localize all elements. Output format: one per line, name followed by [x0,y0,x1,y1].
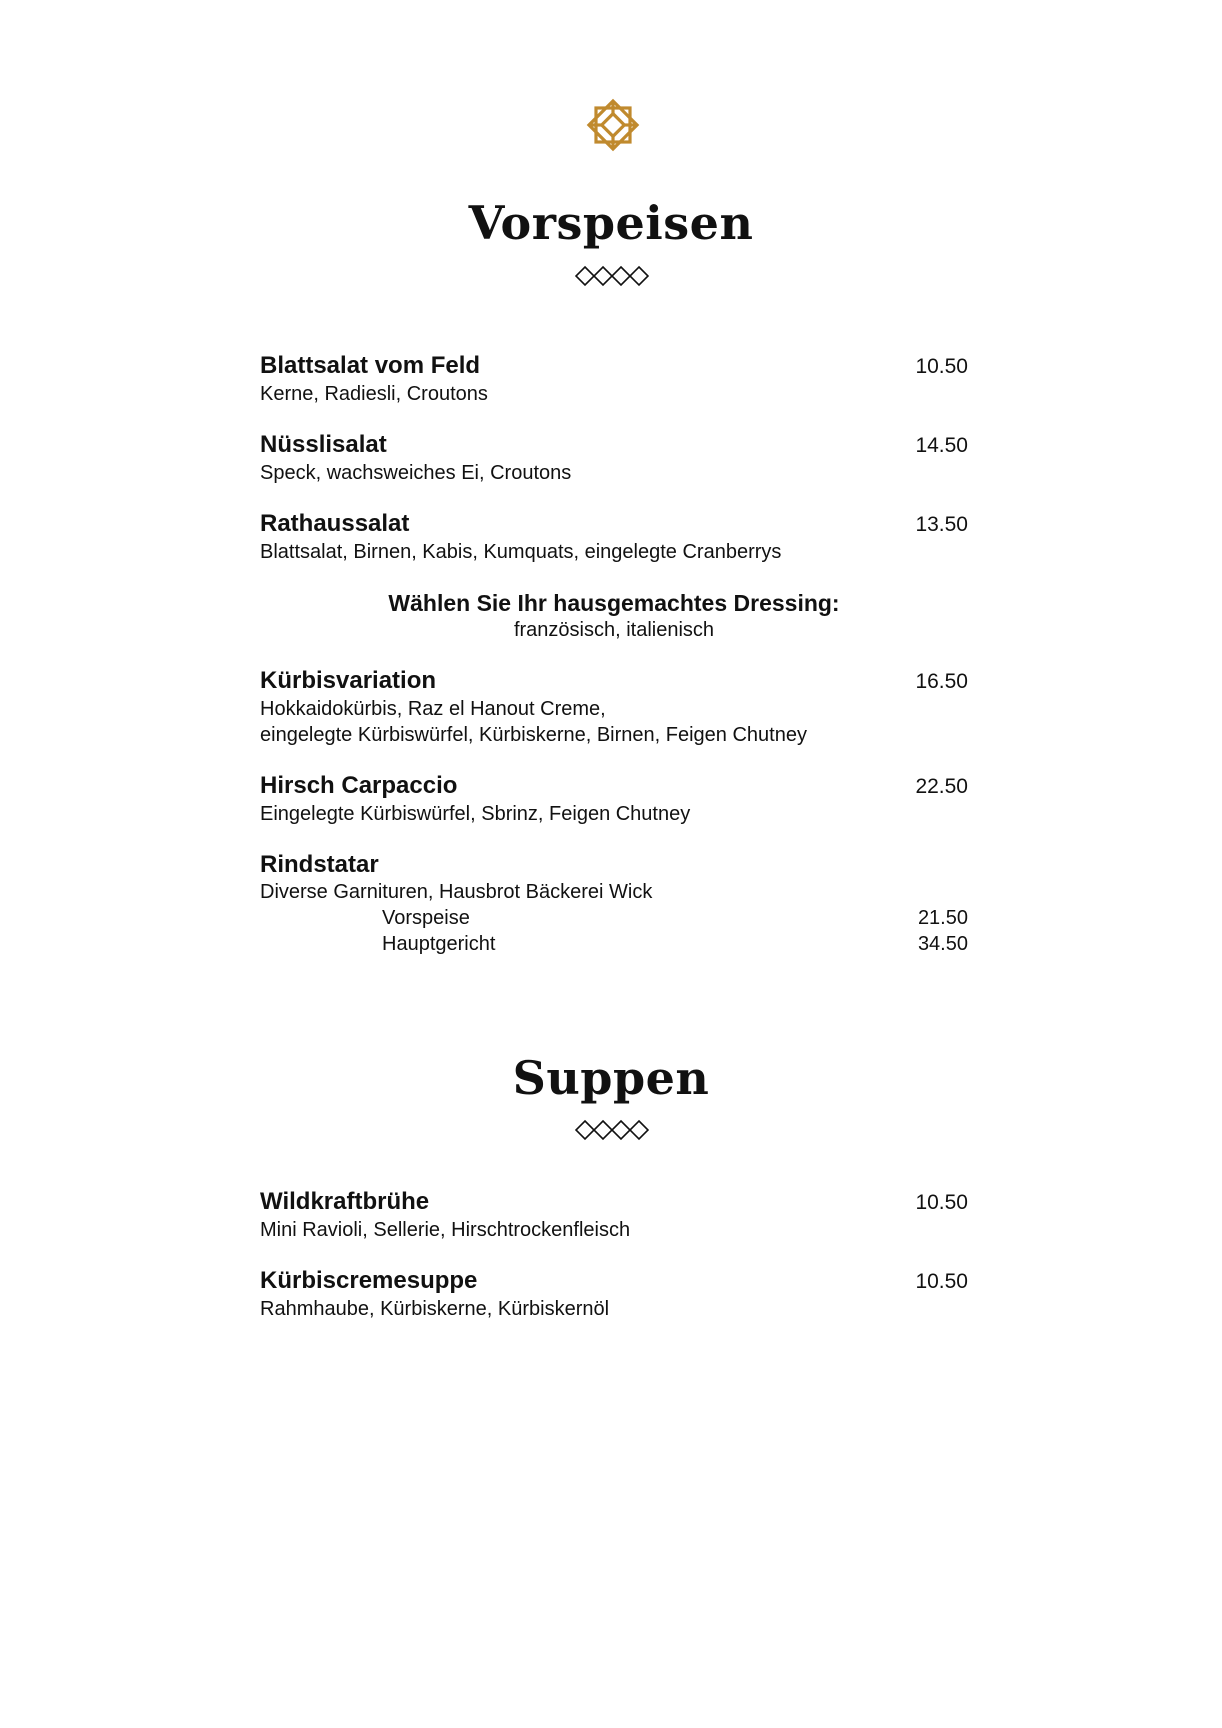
item-price: 16.50 [915,670,968,693]
suppen-list [260,1188,968,1322]
section-title-vorspeisen: Vorspeisen [468,196,754,250]
item-description: eingelegte Kürbiswürfel, Kürbiskerne, Birnen, Feigen Chutney [260,724,807,746]
menu-item [260,431,968,486]
item-name: Kürbisvariation [260,667,437,694]
diamond-ornament-icon [575,264,649,288]
item-name: Rindstatar [260,851,379,878]
item-price: 10.50 [915,1191,968,1214]
portion-option [260,931,968,957]
item-price: 22.50 [915,775,968,798]
menu-item [260,1188,968,1243]
item-description: Hokkaidokürbis, Raz el Hanout Creme, [260,698,606,720]
item-description: Rahmhaube, Kürbiskerne, Kürbiskernöl [260,1298,610,1320]
item-description: Mini Ravioli, Sellerie, Hirschtrockenfleisch [260,1219,631,1241]
menu-item [260,667,968,748]
menu-item-tatar [260,851,968,957]
menu-item [260,510,968,565]
item-name: Rathaussalat [260,510,410,537]
vorspeisen-list [260,352,968,957]
section-title-suppen: Suppen [512,1051,710,1105]
dressing-note [260,589,968,643]
item-name: Wildkraftbrühe [260,1188,430,1215]
menu-item [260,1267,968,1322]
diamond-ornament-icon [575,1118,649,1142]
item-price: 14.50 [915,434,968,457]
item-price: 10.50 [915,355,968,378]
star-logo-icon [583,95,643,155]
portion-label: Vorspeise [382,907,470,929]
item-price: 13.50 [915,513,968,536]
item-description: Blattsalat, Birnen, Kabis, Kumquats, eingelegte Cranberrys [260,541,782,563]
item-name: Nüsslisalat [260,431,387,458]
item-name: Blattsalat vom Feld [260,352,481,379]
dressing-note-title: Wählen Sie Ihr hausgemachtes Dressing: [388,590,840,616]
item-name: Hirsch Carpaccio [260,772,458,799]
menu-item [260,352,968,407]
menu-item [260,772,968,827]
portion-price: 21.50 [917,907,968,929]
dressing-note-options: französisch, italienisch [513,619,715,641]
item-name: Kürbiscremesuppe [260,1267,478,1294]
item-description: Eingelegte Kürbiswürfel, Sbrinz, Feigen Chutney [260,803,691,825]
item-price: 10.50 [915,1270,968,1293]
portion-price: 34.50 [917,933,968,955]
portion-label: Hauptgericht [382,933,496,955]
item-description: Diverse Garnituren, Hausbrot Bäckerei Wick [260,881,653,903]
item-description: Kerne, Radiesli, Croutons [260,383,488,405]
item-description: Speck, wachsweiches Ei, Croutons [260,462,572,484]
portion-option [260,905,968,931]
